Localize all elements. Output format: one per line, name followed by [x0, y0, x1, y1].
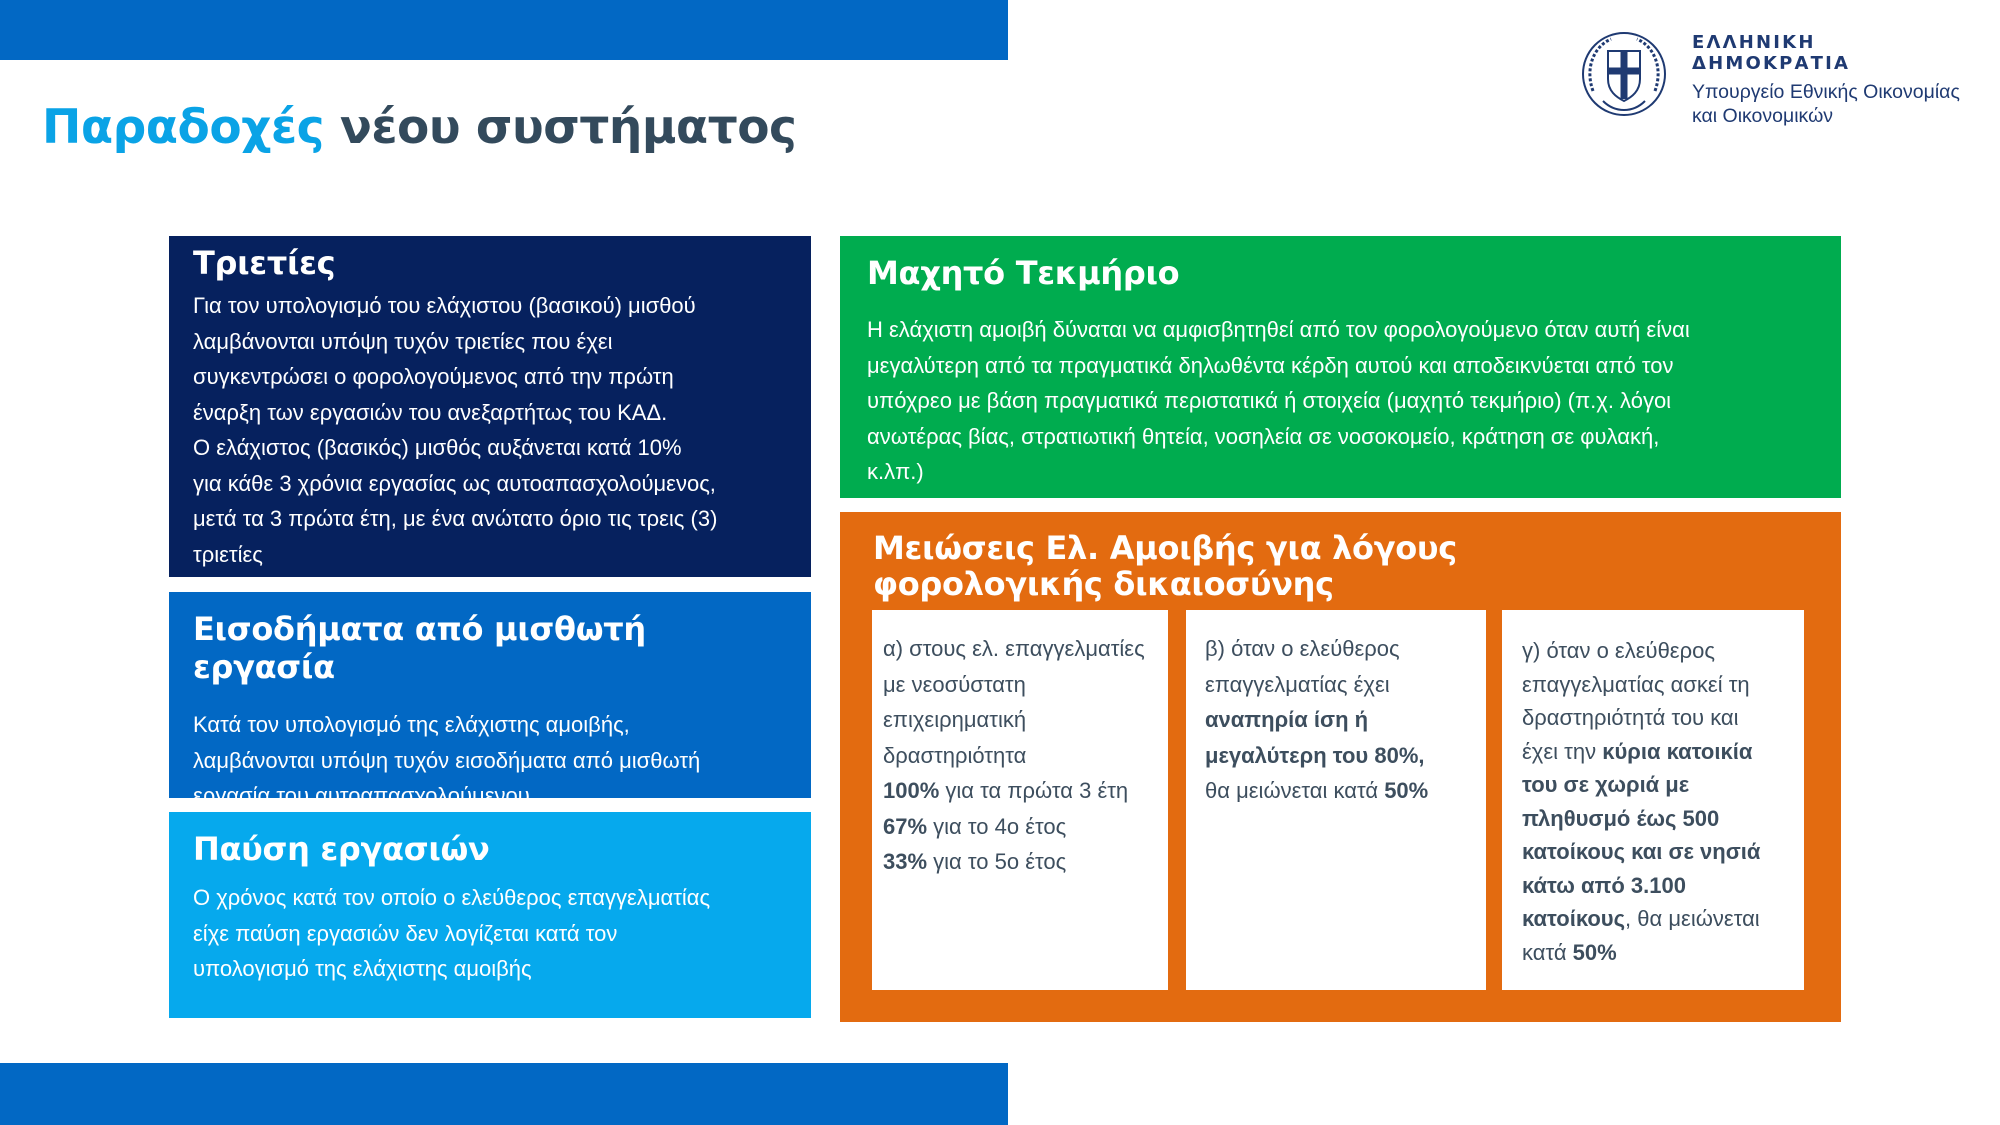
reduction-b-line: επαγγελματίας έχει: [1205, 671, 1390, 697]
work-stop-card: [169, 812, 811, 1018]
reduction-c-line: δραστηριότητά του και: [1522, 705, 1739, 730]
org-title: ΕΛΛΗΝΙΚΗ ΔΗΜΟΚΡΑΤΙΑ: [1692, 32, 1851, 74]
reduction-c-line: [1522, 735, 1804, 769]
reduction-c-bold: κατοίκους: [1522, 906, 1626, 931]
trieties-line: έναρξη των εργασιών του ανεξαρτήτως του ΚΑΔ.: [193, 399, 668, 425]
reduction-box-disability: [1186, 610, 1486, 990]
work-stop-line: είχε παύση εργασιών δεν λογίζεται κατά τον: [193, 920, 618, 946]
reduction-a-rate: 33%: [883, 849, 928, 874]
top-accent-bar: [0, 0, 1008, 60]
reduction-c-line: [1522, 802, 1804, 836]
salary-income-title: Εισοδήματα από μισθωτή εργασία: [193, 610, 646, 686]
reduction-a-line: δραστηριότητα: [883, 742, 1027, 768]
salary-income-text: [193, 707, 783, 814]
trieties-card: [169, 236, 811, 577]
reduction-a-rate-desc: για το 4ο έτος: [927, 813, 1067, 839]
reduction-b-text: θα μειώνεται κατά: [1205, 778, 1385, 803]
trieties-line: τριετίες: [193, 541, 263, 567]
reduction-c-text: κατά: [1522, 939, 1573, 965]
coat-of-arms-icon: [1579, 29, 1669, 119]
reduction-a-rate: 67%: [883, 813, 928, 839]
page-title-accent: Παραδοχές: [42, 100, 324, 155]
reductions-title-line: φορολογικής δικαιοσύνης: [873, 565, 1334, 603]
work-stop-text: [193, 880, 783, 987]
reduction-a-rate-row: [883, 844, 1168, 880]
ministry-name-line-2: και Οικονομικών: [1692, 105, 1834, 127]
reduction-c-line: [1522, 768, 1804, 802]
reduction-c-bold: κάτω από 3.100: [1522, 872, 1686, 898]
reduction-c-bold: κατοίκους και σε νησιά: [1522, 839, 1761, 864]
work-stop-line: υπολογισμό της ελάχιστης αμοιβής: [193, 956, 532, 981]
trieties-line: μετά τα 3 πρώτα έτη, με ένα ανώτατο όριο τις τρεις (3): [193, 506, 718, 531]
bottom-accent-bar: [0, 1063, 1008, 1125]
reduction-c-line: [1522, 869, 1804, 903]
salary-income-line: Κατά τον υπολογισμό της ελάχιστης αμοιβής,: [193, 712, 630, 737]
ministry-logo: [1579, 26, 1981, 127]
reduction-c-rate: 50%: [1572, 939, 1617, 965]
salary-income-card: [169, 592, 811, 808]
reductions-title-line: Μειώσεις Ελ. Αμοιβής για λόγους: [873, 529, 1457, 567]
rebuttable-line: ανωτέρας βίας, στρατιωτική θητεία, νοσηλεία σε νοσοκομείο, κράτηση σε φυλακή,: [867, 423, 1660, 449]
reduction-b-bold: αναπηρία ίση ή: [1205, 707, 1369, 732]
work-stop-line: Ο χρόνος κατά τον οποίο ο ελεύθερος επαγγελματίας: [193, 885, 711, 910]
reduction-b-bold: μεγαλύτερη του 80%,: [1205, 742, 1425, 768]
work-stop-title: Παύση εργασιών: [193, 830, 490, 868]
reduction-a-line: επιχειρηματική: [883, 707, 1027, 732]
reduction-a-rate-desc: για τα πρώτα 3 έτη: [939, 778, 1129, 803]
salary-income-line: εργασία του αυτοαπασχολούμενου: [193, 783, 530, 808]
reductions-title: [873, 530, 1811, 602]
reduction-a-rate-desc: για το 5ο έτος: [927, 849, 1067, 874]
reduction-b-line: [1205, 738, 1486, 774]
reduction-b-line: [1205, 702, 1486, 738]
reduction-c-line: [1522, 835, 1804, 869]
reduction-a-line: α) στους ελ. επαγγελματίες: [883, 636, 1145, 661]
rebuttable-line: κ.λπ.): [867, 459, 924, 484]
rebuttable-line: μεγαλύτερη από τα πραγματικά δηλωθέντα κέρδη αυτού και αποδεικνύεται από τον: [867, 352, 1674, 378]
reduction-b-rate: 50%: [1384, 778, 1429, 803]
rebuttable-line: Η ελάχιστη αμοιβή δύναται να αμφισβητηθεί από τον φορολογούμενο όταν αυτή είναι: [867, 317, 1690, 342]
trieties-line: για κάθε 3 χρόνια εργασίας ως αυτοαπασχολούμενος,: [193, 470, 716, 496]
reduction-c-text: έχει την: [1522, 738, 1603, 764]
reduction-c-line: [1522, 902, 1804, 936]
ministry-name-line-1: Υπουργείο Εθνικής Οικονομίας: [1692, 81, 1960, 103]
reduction-c-text: , θα μειώνεται: [1625, 906, 1760, 931]
trieties-title: Τριετίες: [193, 244, 336, 282]
page-title-rest: νέου συστήματος: [339, 100, 797, 155]
reduction-box-small-villages: [1502, 610, 1804, 990]
reduction-b-line: β) όταν ο ελεύθερος: [1205, 636, 1400, 661]
rebuttable-title: Μαχητό Τεκμήριο: [867, 254, 1180, 292]
page-title: [42, 100, 796, 155]
reduction-box-new-business: [872, 610, 1168, 990]
reduction-b-line: [1205, 773, 1486, 809]
rebuttable-text: [867, 312, 1811, 490]
salary-income-line: λαμβάνονται υπόψη τυχόν εισοδήματα από μισθωτή: [193, 747, 701, 773]
reduction-c-bold: πληθυσμό έως 500: [1522, 805, 1720, 831]
rebuttable-line: υπόχρεο με βάση πραγματικά περιστατικά ή στοιχεία (μαχητό τεκμήριο) (π.χ. λόγοι: [867, 388, 1672, 413]
reduction-c-bold: κύρια κατοικία: [1602, 738, 1753, 764]
rebuttable-presumption-card: [840, 236, 1841, 498]
reduction-a-rate: 100%: [883, 778, 940, 803]
reduction-a-rate-row: [883, 809, 1168, 845]
reduction-c-bold: του σε χωριά με: [1522, 772, 1690, 797]
reduction-a-line: με νεοσύστατη: [883, 671, 1026, 697]
trieties-text: [193, 288, 783, 572]
trieties-line: λαμβάνονται υπόψη τυχόν τριετίες που έχει: [193, 328, 613, 354]
reduction-c-line: γ) όταν ο ελεύθερος: [1522, 638, 1715, 663]
trieties-line: Για τον υπολογισμό του ελάχιστου (βασικού) μισθού: [193, 293, 696, 318]
trieties-line: συγκεντρώσει ο φορολογούμενος από την πρώτη: [193, 364, 674, 389]
reduction-c-line: [1522, 936, 1804, 970]
trieties-line: Ο ελάχιστος (βασικός) μισθός αυξάνεται κατά 10%: [193, 435, 682, 460]
reduction-c-line: επαγγελματίας ασκεί τη: [1522, 671, 1750, 697]
reduction-a-rate-row: [883, 773, 1168, 809]
